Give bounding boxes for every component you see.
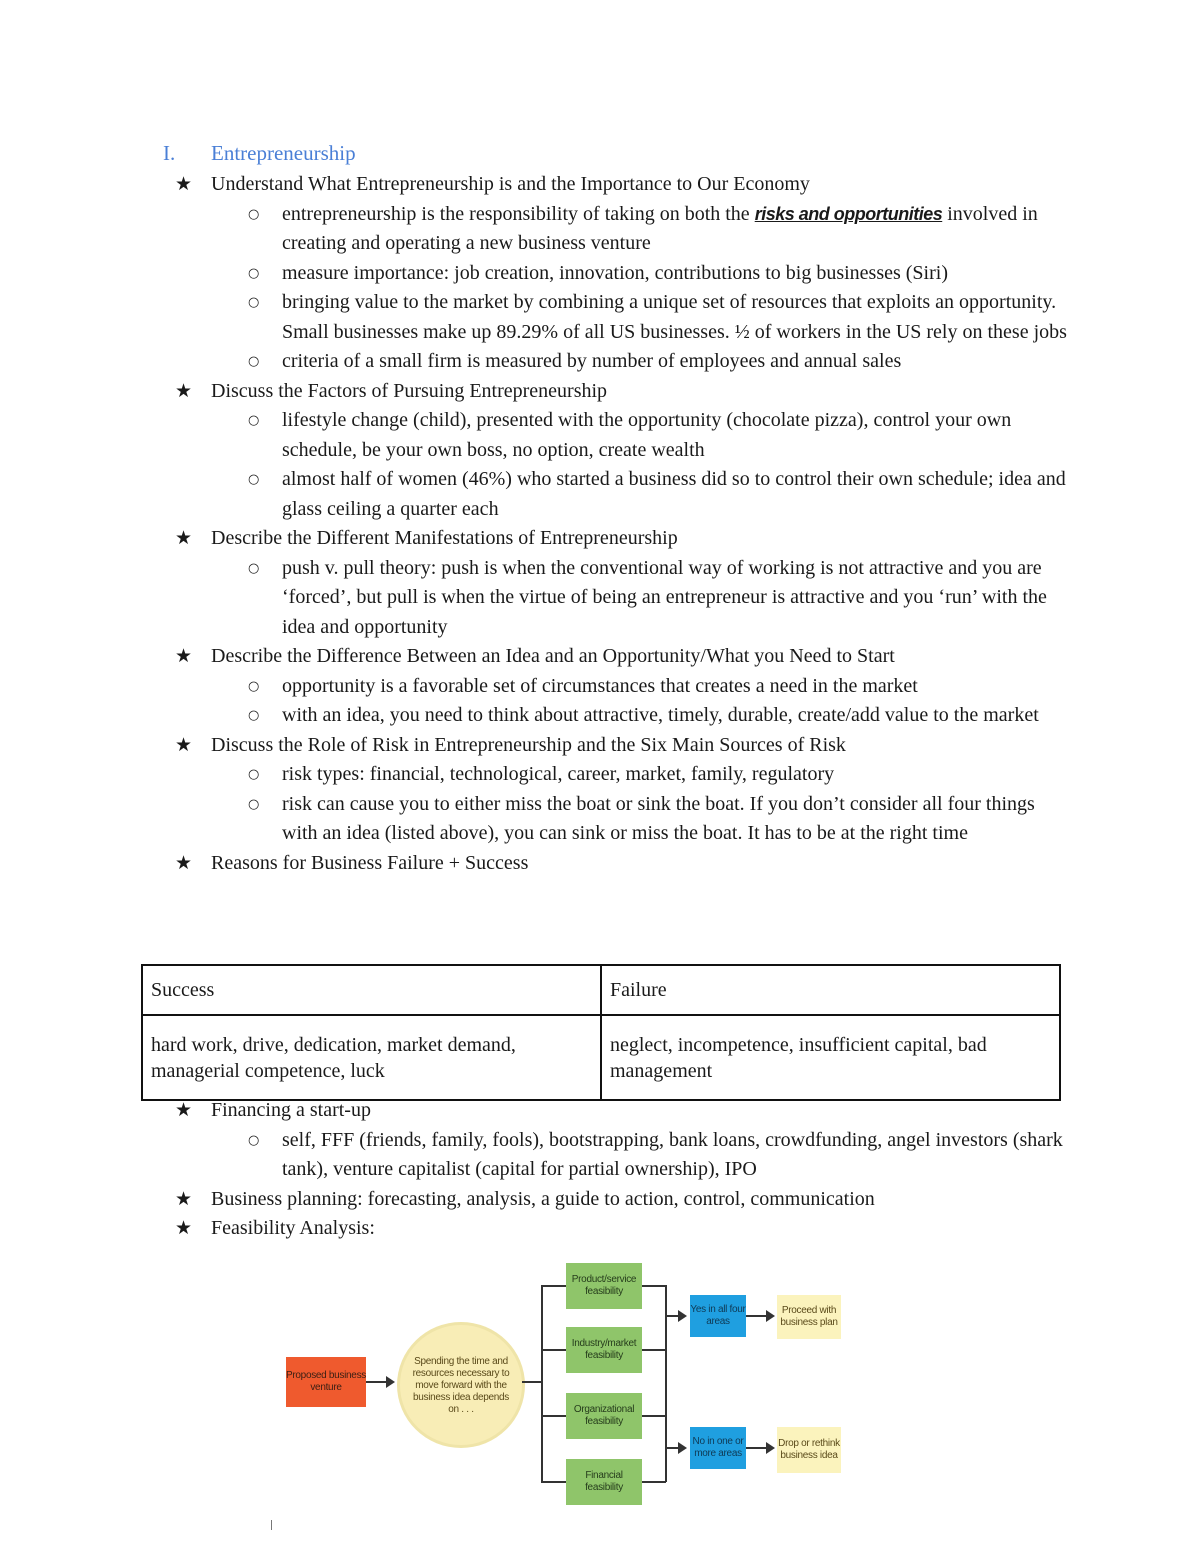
point-text: almost half of women (46%) who started a business did so to control their own schedule; idea and glass ceiling a quarter each [282,468,1066,520]
circle-bullet-icon: ○ [248,767,260,782]
point-item [175,347,1075,377]
table-row [142,1015,1060,1100]
section-number: I. [163,141,176,165]
point-text-before: entrepreneurship is the responsibility of taking on both the [282,202,755,225]
circle-bullet-icon: ○ [248,708,260,723]
proposed-venture-box: Proposed business venture [286,1357,366,1407]
topic-item [175,170,1075,200]
star-bullet-icon: ★ [175,645,193,667]
drop-box: Drop or rethink business idea [777,1427,841,1473]
topic-title: Feasibility Analysis: [211,1217,375,1239]
point-text: bringing value to the market by combining a unique set of resources that exploits an opportunity. Small businesses make up 89.29% of all US businesses. ½ of workers in the US rely on these jobs [282,291,1067,343]
topic-item [175,1185,1075,1215]
connector-line [642,1349,666,1351]
connector-line [541,1285,567,1287]
topic-title: Describe the Difference Between an Idea and an Opportunity/What you Need to Start [211,645,895,667]
topic-item [175,642,1075,672]
table-header-cell: Success [142,965,601,1015]
arrow-icon [386,1376,395,1388]
success-failure-table [141,964,1061,1101]
point-text: measure importance: job creation, innovation, contributions to big businesses (Siri) [282,261,948,284]
circle-bullet-icon: ○ [248,796,260,812]
arrow-icon [766,1310,775,1322]
table-cell: neglect, incompetence, insufficient capital, bad management [601,1015,1060,1100]
connector-line [746,1315,768,1317]
circle-bullet-icon: ○ [248,1132,260,1148]
star-bullet-icon: ★ [175,1187,193,1210]
point-item [175,259,1075,289]
star-bullet-icon: ★ [175,851,193,874]
star-bullet-icon: ★ [175,1217,193,1239]
connector-line [746,1447,768,1449]
proceed-box: Proceed with business plan [777,1295,841,1339]
star-bullet-icon: ★ [175,379,193,402]
star-bullet-icon: ★ [175,527,193,549]
point-item [175,465,1075,524]
connector-line [366,1381,388,1383]
point-item [175,200,1075,259]
topic-title: Understand What Entrepreneurship is and the Importance to Our Economy [211,173,810,195]
connector-line [541,1481,567,1483]
connector-line [642,1481,666,1483]
product-feasibility-box: Product/service feasibility [566,1263,642,1309]
arrow-icon [678,1442,687,1454]
organizational-feasibility-box: Organizational feasibility [566,1393,642,1439]
circle-bullet-icon: ○ [248,265,260,281]
topic-list [175,170,1075,878]
point-text: self, FFF (friends, family, fools), bootstrapping, bank loans, crowdfunding, angel investors (shark tank), venture capitalist (capital for partial ownership), IPO [282,1128,1063,1180]
topic-item [175,377,1075,407]
arrow-icon [766,1442,775,1454]
page-footer-mark [271,1520,272,1530]
table-cell: hard work, drive, dedication, market demand, managerial competence, luck [142,1015,601,1100]
no-some-areas-box: No in one or more areas [690,1427,746,1469]
topic-item [175,849,1075,879]
topic-item [175,1096,1075,1126]
point-text: push v. pull theory: push is when the conventional way of working is not attractive and you are ‘forced’, but pull is when the virtue of being an entrepreneur is attractive and you ‘run’ with the idea and opportunity [282,556,1047,638]
connector-line [665,1447,679,1449]
point-item [175,790,1075,849]
connector-line [522,1381,542,1383]
connector-line [665,1315,679,1317]
section-heading [163,141,356,166]
point-text: risk can cause you to either miss the boat or sink the boat. If you don’t consider all four things with an idea (listed above), you can sink or miss the boat. It has to be at the right time [282,792,1035,844]
connector-line [642,1285,666,1287]
industry-feasibility-box: Industry/market feasibility [566,1327,642,1373]
star-bullet-icon: ★ [175,1099,193,1121]
section-title: Entrepreneurship [211,141,356,165]
topic-title: Describe the Different Manifestations of Entrepreneurship [211,527,678,549]
connector-line [642,1415,666,1417]
topic-item [175,1214,1075,1244]
financial-feasibility-box: Financial feasibility [566,1459,642,1505]
point-item [175,701,1075,731]
table-header-cell: Failure [601,965,1060,1015]
topic-item [175,731,1075,761]
topic-title: Reasons for Business Failure + Success [211,851,529,874]
emphasis-text: risks and opportunities [754,203,943,224]
circle-bullet-icon: ○ [248,206,260,222]
decision-oval-text: Spending the time and resources necessary to move forward with the business idea depends on . . . [412,1356,510,1415]
point-item [175,406,1075,465]
connector-line [541,1285,543,1482]
table-header-row [142,965,1060,1015]
circle-bullet-icon: ○ [248,678,260,694]
topic-title: Business planning: forecasting, analysis, a guide to action, control, communication [211,1187,875,1210]
yes-all-areas-box: Yes in all four areas [690,1295,746,1337]
point-item [175,554,1075,643]
point-text: with an idea, you need to think about attractive, timely, durable, create/add value to the market [282,704,1039,726]
circle-bullet-icon: ○ [248,354,260,369]
connector-line [541,1415,567,1417]
circle-bullet-icon: ○ [248,413,260,428]
point-item [175,672,1075,702]
connector-line [541,1349,567,1351]
point-text: risk types: financial, technological, career, market, family, regulatory [282,763,835,785]
point-item [175,1126,1075,1185]
feasibility-diagram [268,1255,858,1530]
point-text: criteria of a small firm is measured by number of employees and annual sales [282,350,902,372]
star-bullet-icon: ★ [175,173,193,195]
topic-list-continued [175,1096,1075,1244]
topic-item [175,524,1075,554]
point-text: lifestyle change (child), presented with the opportunity (chocolate pizza), control your own schedule, be your own boss, no option, create wealth [282,409,1012,461]
point-item [175,288,1075,347]
topic-title: Financing a start-up [211,1099,371,1121]
arrow-icon [678,1310,687,1322]
star-bullet-icon: ★ [175,733,193,756]
circle-bullet-icon: ○ [248,472,260,487]
point-text: opportunity is a favorable set of circumstances that creates a need in the market [282,674,918,697]
topic-title: Discuss the Role of Risk in Entrepreneurship and the Six Main Sources of Risk [211,733,846,756]
circle-bullet-icon: ○ [248,295,260,310]
point-text-after: involved in creating and operating a new business venture [282,202,1038,254]
topic-title: Discuss the Factors of Pursuing Entrepreneurship [211,379,608,402]
point-item [175,760,1075,790]
circle-bullet-icon: ○ [248,560,260,576]
